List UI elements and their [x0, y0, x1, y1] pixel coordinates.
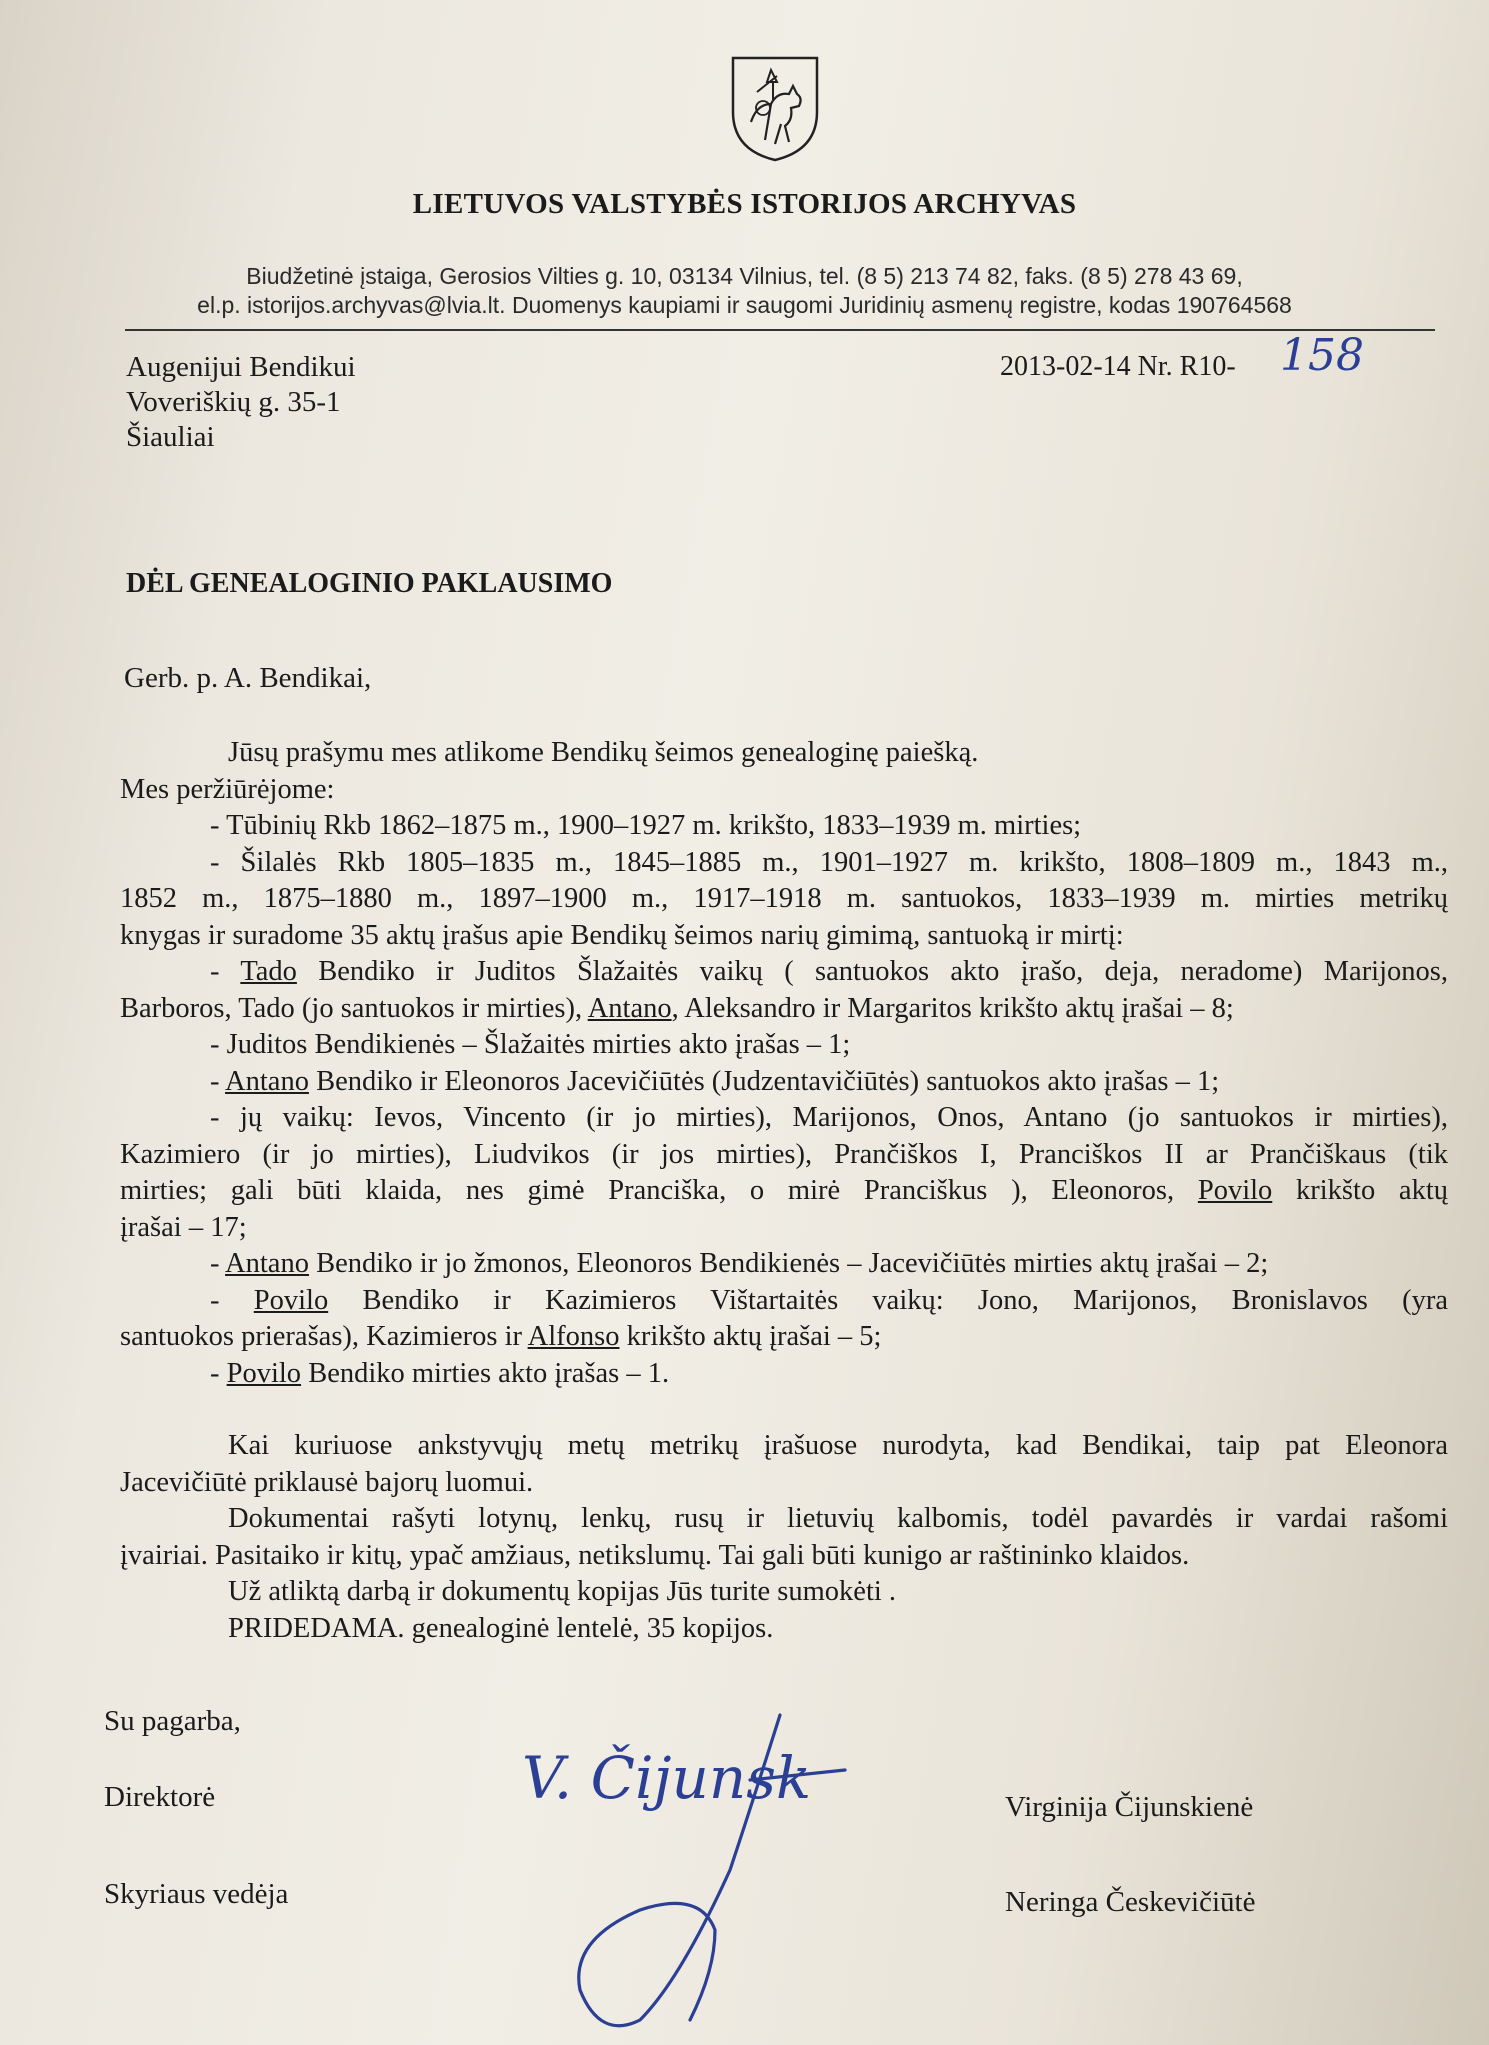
signature-handwritten — [500, 1690, 860, 2040]
contact-line-2: el.p. istorijos.archyvas@lvia.lt. Duomenys kaupiami ir saugomi Juridinių asmenų registre, kodas 190764568 — [197, 292, 1292, 318]
department-head-role: Skyriaus vedėja — [104, 1878, 289, 1910]
record-4b: Kazimiero (ir jo mirties), Liudvikos (ir jos mirties), Prančiškos I, Pranciškos II ar Prančiškaus (tik — [120, 1138, 1448, 1170]
underlined-name: Antano — [225, 1065, 309, 1097]
body-intro: Jūsų prašymu mes atlikome Bendikų šeimos genealoginę paiešką. — [228, 737, 979, 768]
recipient-city: Šiauliai — [126, 421, 215, 453]
signature-text: V. Čijunsk — [522, 1744, 812, 1812]
underlined-name: Antano — [225, 1248, 309, 1279]
underlined-name: Povilo — [253, 1284, 329, 1316]
salutation: Gerb. p. A. Bendikai, — [124, 662, 372, 694]
underlined-name: Povilo — [226, 1357, 302, 1389]
director-name: Virginija Čijunskienė — [1005, 1791, 1254, 1823]
date-reference: 2013-02-14 Nr. R10- — [1000, 351, 1236, 382]
institution-title: LIETUVOS VALSTYBĖS ISTORIJOS ARCHYVAS — [412, 188, 1077, 220]
record-4d: įrašai – 17; — [120, 1211, 247, 1243]
record-1b: Barboros, Tado (jo santuokos ir mirties), Antano, Aleksandro ir Margaritos krikšto aktų įrašai – 8; — [120, 992, 1234, 1024]
department-head-name: Neringa Českevičiūtė — [1005, 1886, 1256, 1918]
language-line-1: Dokumentai rašyti lotynų, lenkų, rusų ir lietuvių kalbomis, todėl pavardės ir vardai rašomi — [228, 1503, 1448, 1534]
letter-subject: DĖL GENEALOGINIO PAKLAUSIMO — [126, 568, 613, 599]
record-4a: - jų vaikų: Ievos, Vincento (ir jo mirties), Marijonos, Onos, Antano (jo santuokos ir mirties), — [210, 1102, 1448, 1133]
recipient-name: Augenijui Bendikui — [126, 351, 356, 383]
record-6a: - Povilo Bendiko ir Kazimieros Vištartaitės vaikų: Jono, Marijonos, Bronislavos (yra — [210, 1284, 1448, 1316]
director-role: Direktorė — [104, 1781, 216, 1813]
record-4c: mirties; gali būti klaida, nes gimė Pranciška, o mirė Pranciškus ), Eleonoros, Povilo krikšto aktų — [120, 1175, 1448, 1206]
body-reviewed: Mes peržiūrėjome: — [120, 773, 335, 805]
contact-line-1: Biudžetinė įstaiga, Gerosios Vilties g. 10, 03134 Vilnius, tel. (8 5) 213 74 82, faks. (8 5) 278 43 69, — [246, 263, 1243, 289]
underlined-name: Tado — [240, 956, 297, 987]
letter-body — [120, 735, 1448, 1647]
body-item-2a: - Šilalės Rkb 1805–1835 m., 1845–1885 m., 1901–1927 m. krikšto, 1808–1809 m., 1843 m., — [210, 846, 1448, 878]
record-3: - Antano Bendiko ir Eleonoros Jacevičiūtės (Judzentavičiūtės) santuokos akto įrašas – 1; — [210, 1065, 1220, 1097]
note-line-1: Kai kuriuose ankstyvųjų metų metrikų įrašuose nurodyta, kad Bendikai, taip pat Eleonora — [228, 1430, 1448, 1461]
underlined-name: Antano — [587, 992, 672, 1024]
record-6b: santuokos prierašas), Kazimieros ir Alfonso krikšto aktų įrašai – 5; — [120, 1321, 882, 1352]
body-item-2b: 1852 m., 1875–1880 m., 1897–1900 m., 1917–1918 m. santuokos, 1833–1939 m. mirties metrikų — [120, 883, 1448, 914]
record-5: - Antano Bendiko ir jo žmonos, Eleonoros Bendikienės – Jacevičiūtės mirties aktų įrašai – 2; — [210, 1248, 1269, 1279]
header-divider — [125, 329, 1435, 331]
record-7: - Povilo Bendiko mirties akto įrašas – 1. — [210, 1357, 670, 1389]
body-item-1: - Tūbinių Rkb 1862–1875 m., 1900–1927 m. krikšto, 1833–1939 m. mirties; — [210, 810, 1082, 841]
underlined-name: Povilo — [1197, 1175, 1273, 1206]
payment-line: Už atliktą darbą ir dokumentų kopijas Jūs turite sumokėti . — [228, 1576, 897, 1607]
body-item-2c: knygas ir suradome 35 aktų įrašus apie Bendikų šeimos narių gimimą, santuoką ir mirtį: — [120, 919, 1124, 951]
closing-regards: Su pagarba, — [104, 1705, 241, 1737]
coat-of-arms-icon — [727, 52, 823, 164]
recipient-address — [126, 350, 356, 455]
recipient-street: Voveriškių g. 35-1 — [126, 386, 341, 418]
record-1a: - Tado Bendiko ir Juditos Šlažaitės vaikų ( santuokos akto įrašo, deja, neradome) Marijonos, — [210, 956, 1448, 987]
note-line-2: Jacevičiūtė priklausė bajorų luomui. — [120, 1466, 534, 1498]
record-2: - Juditos Bendikienės – Šlažaitės mirties akto įrašas – 1; — [210, 1029, 851, 1060]
handwritten-reference-number: 158 — [1280, 330, 1364, 381]
language-line-2: įvairiai. Pasitaiko ir kitų, ypač amžiaus, netikslumų. Tai gali būti kunigo ar raštininko klaidos. — [120, 1539, 1190, 1571]
underlined-name: Alfonso — [527, 1321, 620, 1352]
attachments-line: PRIDEDAMA. genealoginė lentelė, 35 kopijos. — [228, 1612, 774, 1644]
